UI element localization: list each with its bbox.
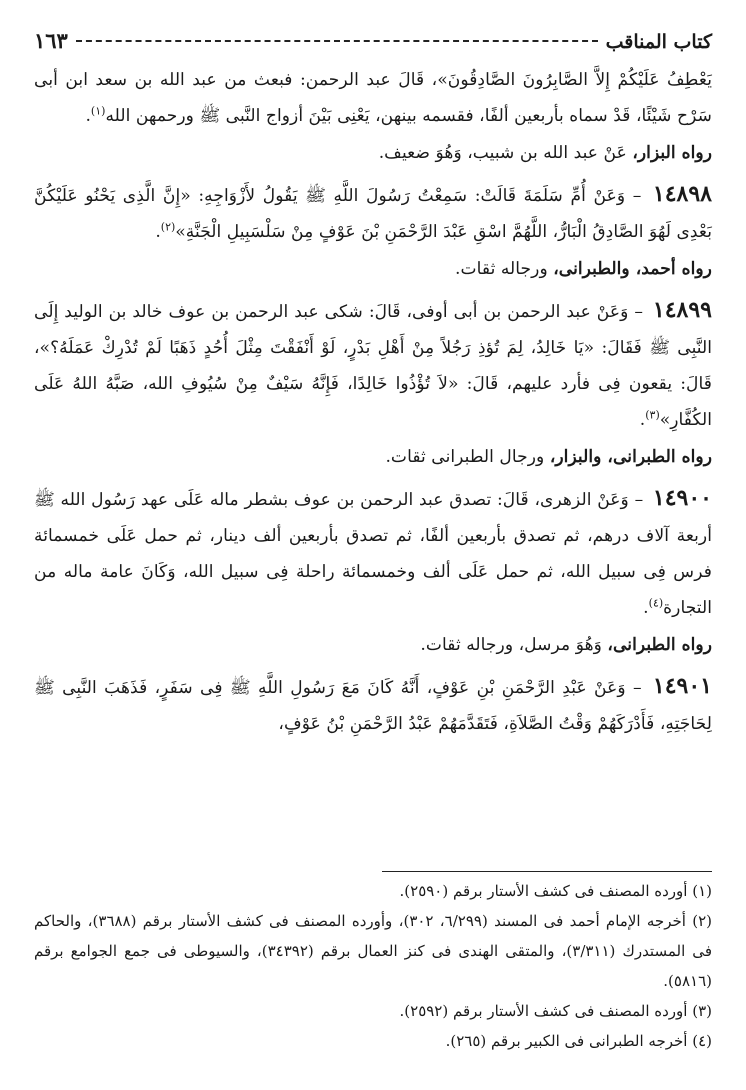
footnote-3: (٣) أورده المصنف فى كشف الأستار برقم (٢٥٩٢). — [399, 1002, 712, 1020]
page-number: ١٦٣ — [34, 28, 68, 53]
footnote-1: (١) أورده المصنف فى كشف الأستار برقم (٢٥٩٠). — [399, 882, 712, 900]
hadith-text: – وَعَنْ عَبْدِ الرَّحْمَنِ بْنِ عَوْفٍ، أَنَّهُ كَانَ مَعَ رَسُولِ اللَّهِ ﷺ فِى سَفَرٍ، فَذَهَبَ النَّبِى ﷺ لِحَاجَتِهِ، فَأَدْرَكَهُمْ وَقْتُ الصَّلاَةِ، فَتَقَدَّمَهُمْ عَبْدُ الرَّحْمَنِ بْنُ عَوْفٍ، — [34, 678, 712, 734]
hadith-text: – وَعَنْ الزهرى، قَالَ: تصدق عبد الرحمن بن عوف بشطر ماله عَلَى عهد رَسُول الله ﷺ أربعة آلاف درهم، ثم تصدق بأربعين ألفًا، ثم تصدق بأربعين ألف دينار، ثم حمل عَلَى خمسمائة فرس فِى سبيل الله، ثم حمل عَلَى ألف وخمسمائة راحلة فِى سبيل الله، وَكَانَ عامة ماله من التجارة — [34, 490, 712, 618]
hadith-number: ١٤٩٠١ — [652, 673, 712, 699]
narrator-grading: ورجاله ثقات. — [455, 259, 554, 279]
footnote-4: (٤) أخرجه الطبرانى فى الكبير برقم (٢٦٥). — [445, 1032, 712, 1050]
hadith-number: ١٤٨٩٩ — [652, 297, 712, 323]
narrator-note — [34, 440, 712, 474]
hadith-14898: ١٤٨٩٨ – وَعَنْ أُمِّ سَلَمَةَ قَالَتْ: سَمِعْتُ رَسُولَ اللَّهِ ﷺ يَقُولُ لأَزْوَاجِهِ: «إِنَّ الَّذِى يَحْنُو عَلَيْكُنَّ بَعْدِى لَهُوَ الصَّادِقُ الْبَارُّ، اللَّهُمَّ اسْقِ عَبْدَ الرَّحْمَنِ بْنَ عَوْفٍ مِنْ سَلْسَبِيلِ الْجَنَّةِ»$^{(٢)}$. — [34, 181, 712, 242]
hadith-text: – وَعَنْ عبد الرحمن بن أبى أوفى، قَالَ: شكى عبد الرحمن بن عوف خالد بن الوليد إِلَى النَّبِى ﷺ فَقَالَ: «يَا خَالِدُ، لِمَ تُؤذِ رَجُلاً مِنْ أَهْلِ بَدْرٍ، لَوْ أَنْفَقْتَ مِثْلَ أُحُدٍ ذَهَبًا لَمْ تُدْرِكْ عَمَلَهُ؟»، قَالَ: يقعون فِى فأرد عليهم، قَالَ: «لاَ تُؤْذُوا خَالِدًا، فَإِنَّهُ سَيْفٌ مِنْ سُيُوفِ الله، صَبَّهُ اللهُ عَلَى الكُفَّارِ» — [34, 302, 712, 430]
narrator-grading: عَنْ عبد الله بن شبيب، وَهُوَ ضعيف. — [378, 143, 633, 163]
footnote-ref: (٤) — [648, 596, 664, 610]
narrator-source: رواه الطبرانى، والبزار، — [549, 447, 712, 467]
narrator-source: رواه أحمد، والطبرانى، — [553, 259, 712, 279]
footnote-2: (٢) أخرجه الإمام أحمد فى المسند (٦/٢٩٩، ٣٠٢)، وأورده المصنف فى كشف الأستار برقم (٣٦٨٨)، والحاكم فى المستدرك (٣/٣١١)، والمتقى الهندى فى كنز العمال برقم (٣٤٣٩٢)، والسيوطى فى جمع الجوامع برقم (٥٨١٦). — [34, 912, 713, 990]
narrator-note — [34, 136, 712, 170]
main-text — [34, 62, 712, 742]
narrator-note — [34, 628, 712, 662]
paragraph-text: يَعْطِفُ عَلَيْكُمْ إِلاَّ الصَّابِرُونَ الصَّادِقُونَ»، قَالَ عبد الرحمن: فبعث من عبد الله بن سعد ابن أبى سَرْح شَيْئًا، قَدْ سماه بأربعين ألفًا، فقسمه بينهن، يَعْنِى بَيْنَ أزواج النَّبى ﷺ ورحمهن الله — [34, 70, 712, 126]
footnote-ref: (١) — [90, 104, 106, 118]
narrator-source: رواه الطبرانى، — [607, 635, 712, 655]
footnotes — [34, 871, 712, 1056]
book-title: كتاب المناقب — [605, 31, 712, 53]
hadith-14900: ١٤٩٠٠ – وَعَنْ الزهرى، قَالَ: تصدق عبد الرحمن بن عوف بشطر ماله عَلَى عهد رَسُول الله ﷺ أربعة آلاف درهم، ثم تصدق بأربعين ألفًا، ثم تصدق بأربعين ألف دينار، ثم حمل عَلَى خمسمائة فرس فِى سبيل الله، ثم حمل عَلَى ألف وخمسمائة راحلة فِى سبيل الله، وَكَانَ عامة ماله من التجارة$^{(٤)}$. — [34, 485, 712, 618]
hadith-text: – وَعَنْ أُمِّ سَلَمَةَ قَالَتْ: سَمِعْتُ رَسُولَ اللَّهِ ﷺ يَقُولُ لأَزْوَاجِهِ: «إِنَّ الَّذِى يَحْنُو عَلَيْكُنَّ بَعْدِى لَهُوَ الصَّادِقُ الْبَارُّ، اللَّهُمَّ اسْقِ عَبْدَ الرَّحْمَنِ بْنَ عَوْفٍ مِنْ سَلْسَبِيلِ الْجَنَّةِ» — [34, 186, 712, 242]
footnote-ref: (٢) — [160, 220, 176, 234]
narrator-note — [34, 252, 712, 286]
narrator-grading: ورجال الطبرانى ثقات. — [385, 447, 550, 467]
hadith-number: ١٤٨٩٨ — [652, 181, 712, 207]
running-header — [34, 28, 712, 58]
narrator-grading: وَهُوَ مرسل، ورجاله ثقات. — [420, 635, 608, 655]
page — [34, 28, 712, 1070]
header-dashed-rule — [76, 40, 598, 42]
hadith-14899: ١٤٨٩٩ – وَعَنْ عبد الرحمن بن أبى أوفى، قَالَ: شكى عبد الرحمن بن عوف خالد بن الوليد إِلَى النَّبِى ﷺ فَقَالَ: «يَا خَالِدُ، لِمَ تُؤذِ رَجُلاً مِنْ أَهْلِ بَدْرٍ، لَوْ أَنْفَقْتَ مِثْلَ أُحُدٍ ذَهَبًا لَمْ تُدْرِكْ عَمَلَهُ؟»، قَالَ: يقعون فِى فأرد عليهم، قَالَ: «لاَ تُؤْذُوا خَالِدًا، فَإِنَّهُ سَيْفٌ مِنْ سُيُوفِ الله، صَبَّهُ اللهُ عَلَى الكُفَّارِ»$^{(٣)}$. — [34, 297, 712, 430]
paragraph-continuation: يَعْطِفُ عَلَيْكُمْ إِلاَّ الصَّابِرُونَ الصَّادِقُونَ»، قَالَ عبد الرحمن: فبعث من عبد الله بن سعد ابن أبى سَرْح شَيْئًا، قَدْ سماه بأربعين ألفًا، فقسمه بينهن، يَعْنِى بَيْنَ أزواج النَّبى ﷺ ورحمهن الله$^{(١)}$. — [34, 70, 712, 126]
hadith-14901 — [34, 668, 712, 742]
narrator-source: رواه البزار، — [632, 143, 712, 163]
footnote-separator — [382, 871, 712, 872]
hadith-number: ١٤٩٠٠ — [652, 485, 712, 511]
footnote-ref: (٣) — [645, 408, 660, 422]
